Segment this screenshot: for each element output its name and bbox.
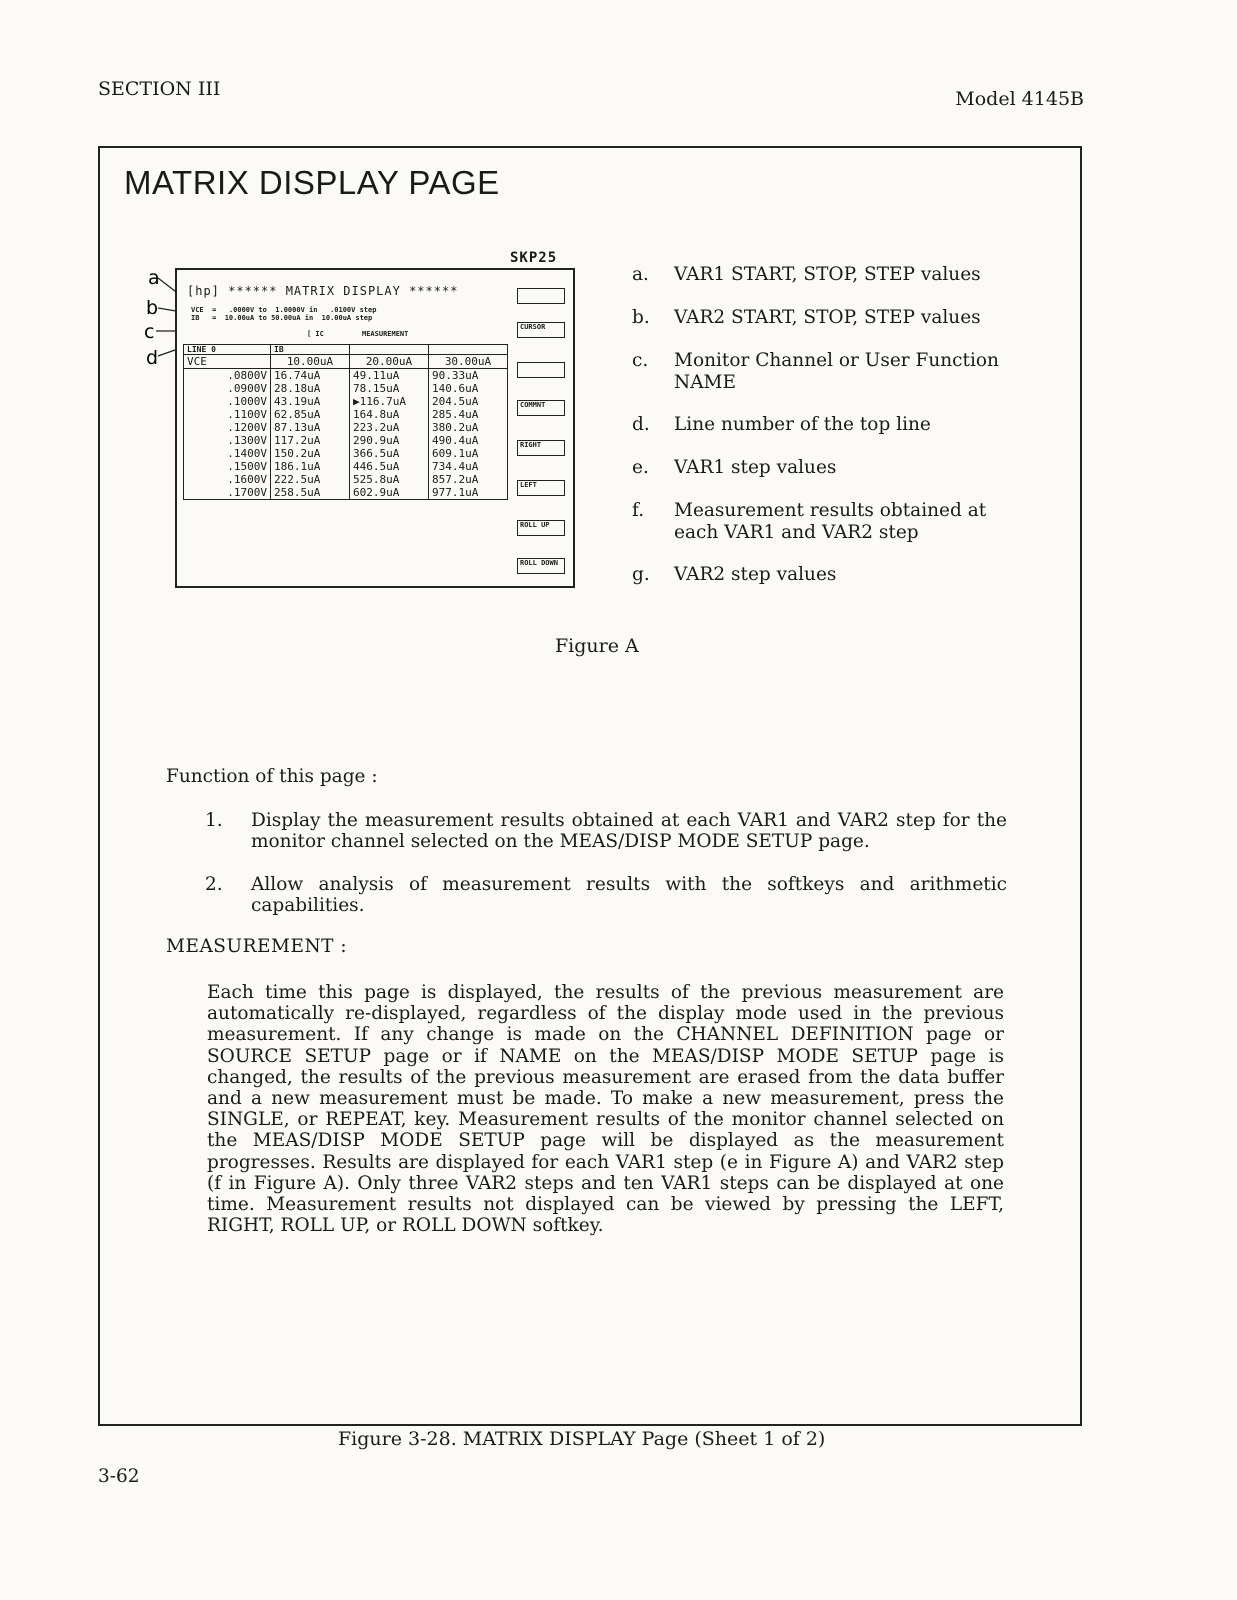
- legend-text: VAR2 START, STOP, STEP values: [674, 307, 981, 328]
- measurement-body: Each time this page is displayed, the results of the previous measurement are automatically re-displayed, regardless of the display mode used in the previous measurement. If any change is made on the CHANNEL DEFINITION page or SOURCE SETUP page or if NAME on the MEAS/DISP MODE SETUP page is changed, the results of the previous measurement are erased from the data buffer and a new measurement must be made. To make a new measurement, press the SINGLE, or REPEAT, key. Measurement results of the monitor channel selected on the MEAS/DISP MODE SETUP page will be displayed as the measurement progresses. Results are displayed for each VAR1 step (e in Figure A) and VAR2 step (f in Figure A). Only three VAR2 steps and ten VAR1 steps can be displayed at one time. Measurement results not displayed can be viewed by pressing the LEFT, RIGHT, ROLL UP, or ROLL DOWN softkey.: [207, 982, 1004, 1237]
- var1-value: .0800V: [184, 369, 271, 383]
- legend-text: VAR1 START, STOP, STEP values: [674, 264, 981, 285]
- result-cell: 28.18uA: [271, 382, 350, 395]
- var1-value: .1600V: [184, 473, 271, 486]
- result-cell: 602.9uA: [350, 486, 429, 500]
- callout-c: c: [144, 321, 155, 343]
- callout-a: a: [148, 268, 160, 289]
- table-row: [184, 369, 508, 383]
- result-cell: 223.2uA: [350, 421, 429, 434]
- function-item-text: Allow analysis of measurement results with the softkeys and arithmetic capabilities.: [251, 874, 1007, 916]
- legend-letter: e.: [632, 457, 649, 478]
- result-cell: 446.5uA: [350, 460, 429, 473]
- legend-letter: c.: [632, 350, 649, 371]
- softkey-cursor[interactable]: CURSOR: [517, 322, 565, 338]
- measurement-label: MEASUREMENT: [362, 330, 409, 338]
- var1-value: .1700V: [184, 486, 271, 500]
- var1-value: .1100V: [184, 408, 271, 421]
- softkey-right[interactable]: RIGHT: [517, 440, 565, 456]
- result-cell: 140.6uA: [429, 382, 508, 395]
- page-number: 3-62: [98, 1466, 140, 1487]
- result-cell: 16.74uA: [271, 369, 350, 383]
- table-row: [184, 460, 508, 473]
- softkey-blank-1[interactable]: [517, 288, 565, 304]
- var1-value: .1000V: [184, 395, 271, 408]
- result-cell: 62.85uA: [271, 408, 350, 421]
- function-item-number: 1.: [205, 810, 223, 831]
- model-label: Model 4145B: [955, 88, 1084, 110]
- result-cell: 366.5uA: [350, 447, 429, 460]
- function-item-text: Display the measurement results obtained at each VAR1 and VAR2 step for the monitor channel selected on the MEAS/DISP MODE SETUP page.: [251, 810, 1007, 852]
- result-cell: 43.19uA: [271, 395, 350, 408]
- result-cell: 164.8uA: [350, 408, 429, 421]
- result-cell: 150.2uA: [271, 447, 350, 460]
- var1-line: VCE = .0000V to 1.0000V in .0100V step: [191, 306, 377, 314]
- var1-value: .1400V: [184, 447, 271, 460]
- figure-main-caption: Figure 3-28. MATRIX DISPLAY Page (Sheet 1 of 2): [338, 1428, 826, 1450]
- result-cell: 490.4uA: [429, 434, 508, 447]
- legend-letter: g.: [632, 564, 650, 585]
- result-cell: 87.13uA: [271, 421, 350, 434]
- legend-letter: d.: [632, 414, 650, 435]
- callout-d: d: [146, 347, 159, 369]
- matrix-table: [183, 344, 508, 500]
- result-cell: 186.1uA: [271, 460, 350, 473]
- var2-value: 20.00uA: [350, 355, 429, 369]
- var2-line: IB = 10.00uA to 50.00uA in 10.00uA step: [191, 314, 373, 322]
- table-row: [184, 447, 508, 460]
- table-row: [184, 421, 508, 434]
- page-title: MATRIX DISPLAY PAGE: [124, 164, 500, 201]
- result-cell: ▶116.7uA: [350, 395, 429, 408]
- result-cell: 977.1uA: [429, 486, 508, 500]
- var2-value: 10.00uA: [271, 355, 350, 369]
- softkey-left[interactable]: LEFT: [517, 480, 565, 496]
- legend-text: VAR1 step values: [674, 457, 837, 478]
- table-row: [184, 382, 508, 395]
- var1-value: .0900V: [184, 382, 271, 395]
- result-cell: 734.4uA: [429, 460, 508, 473]
- legend-text: VAR2 step values: [674, 564, 837, 585]
- legend-text: Measurement results obtained at each VAR1 and VAR2 step: [674, 500, 987, 543]
- result-cell: 857.2uA: [429, 473, 508, 486]
- skp-label: SKP25: [510, 250, 558, 266]
- result-cell: 285.4uA: [429, 408, 508, 421]
- var1-value: .1300V: [184, 434, 271, 447]
- result-cell: 78.15uA: [350, 382, 429, 395]
- result-cell: 525.8uA: [350, 473, 429, 486]
- var2-value: 30.00uA: [429, 355, 508, 369]
- function-title: Function of this page :: [166, 766, 378, 787]
- var1-header: VCE: [184, 355, 271, 369]
- measurement-title: MEASUREMENT :: [166, 936, 348, 957]
- callout-b: b: [146, 297, 159, 319]
- function-item-number: 2.: [205, 874, 223, 895]
- softkey-blank-2[interactable]: [517, 362, 565, 378]
- result-cell: 222.5uA: [271, 473, 350, 486]
- figure-caption: Figure A: [555, 635, 639, 657]
- result-cell: 204.5uA: [429, 395, 508, 408]
- table-row: [184, 486, 508, 500]
- legend-letter: b.: [632, 307, 650, 328]
- legend-letter: a.: [632, 264, 649, 285]
- softkey-roll-down[interactable]: ROLL DOWN: [517, 558, 565, 574]
- var1-value: .1500V: [184, 460, 271, 473]
- line-label: LINE 0: [184, 345, 271, 355]
- legend-letter: f.: [632, 500, 645, 521]
- var1-value: .1200V: [184, 421, 271, 434]
- ib-label: IB: [271, 345, 350, 355]
- screen-title: [hp] ****** MATRIX DISPLAY ******: [187, 284, 459, 298]
- table-row: [184, 473, 508, 486]
- matrix-display-screen: [175, 268, 575, 588]
- table-row: [184, 395, 508, 408]
- result-cell: 609.1uA: [429, 447, 508, 460]
- softkey-comment[interactable]: COMMNT: [517, 400, 565, 416]
- result-cell: 49.11uA: [350, 369, 429, 383]
- result-cell: 258.5uA: [271, 486, 350, 500]
- result-cell: 290.9uA: [350, 434, 429, 447]
- result-cell: 90.33uA: [429, 369, 508, 383]
- var-lines: [191, 306, 376, 322]
- legend-text: Line number of the top line: [674, 414, 931, 435]
- result-cell: 380.2uA: [429, 421, 508, 434]
- table-row: [184, 434, 508, 447]
- table-row: [184, 408, 508, 421]
- softkey-roll-up[interactable]: ROLL UP: [517, 520, 565, 536]
- result-cell: 117.2uA: [271, 434, 350, 447]
- section-label: SECTION III: [98, 78, 221, 100]
- monitor-label: [ IC: [307, 330, 324, 338]
- legend-text: Monitor Channel or User Function NAME: [674, 350, 999, 393]
